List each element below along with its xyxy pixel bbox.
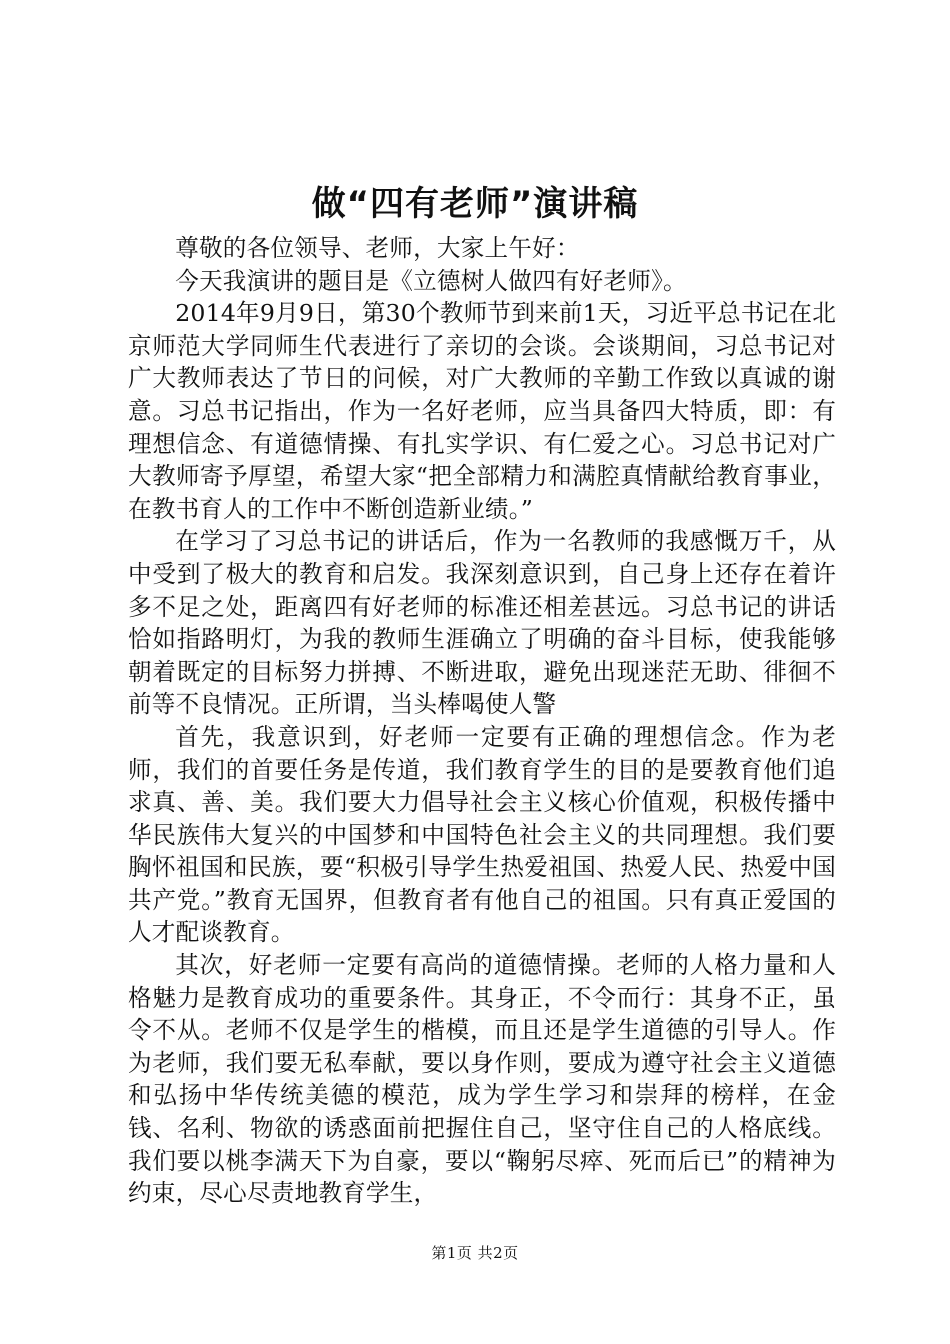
paragraph-first-point: 首先，我意识到，好老师一定要有正确的理想信念。作为老师，我们的首要任务是传道，我们教育学生的目的是要教育他们追求真、善、美。我们要大力倡导社会主义核心价值观，积极传播中华民族伟大复兴的中国梦和中国特色社会主义的共同理想。我们要胸怀祖国和民族，要“积极引导学生热爱祖国、热爱人民、热爱中国共产党。”教育无国界，但教育者有他自己的祖国。只有真正爱国的人才配谈教育。 xyxy=(128,722,836,947)
paragraph-topic: 今天我演讲的题目是《立德树人做四有好老师》。 xyxy=(175,266,687,295)
page-footer: 第1页 共2页 xyxy=(431,1244,519,1262)
page-title: 做“四有老师”演讲稿 xyxy=(311,184,639,224)
paragraph-second-point: 其次，好老师一定要有高尚的道德情操。老师的人格力量和人格魅力是教育成功的重要条件。其身正，不令而行：其身不正，虽令不从。老师不仅是学生的楷模，而且还是学生道德的引导人。作为老师，我们要无私奉献，要以身作则，要成为遵守社会主义道德和弘扬中华传统美德的模范，成为学生学习和崇拜的榜样，在金钱、名利、物欲的诱惑面前把握住自己，坚守住自己的人格底线。我们要以桃李满天下为自豪，要以“鞠躬尽瘁、死而后已”的精神为约束，尽心尽责地教育学生， xyxy=(128,951,836,1208)
paragraph-background: 2014年9月9日，第30个教师节到来前1天，习近平总书记在北京师范大学同师生代表进行了亲切的会谈。会谈期间，习总书记对广大教师表达了节日的问候，对广大教师的辛勤工作致以真诚的谢意。习总书记指出，作为一名好老师，应当具备四大特质，即：有理想信念、有道德情操、有扎实学识、有仁爱之心。习总书记对广大教师寄予厚望，希望大家“把全部精力和满腔真情献给教育事业，在教书育人的工作中不断创造新业绩。” xyxy=(128,299,836,523)
paragraph-reflection: 在学习了习总书记的讲话后，作为一名教师的我感慨万千，从中受到了极大的教育和启发。我深刻意识到，自己身上还存在着许多不足之处，距离四有好老师的标准还相差甚远。习总书记的讲话恰如指路明灯，为我的教师生涯确立了明确的奋斗目标，使我能够朝着既定的目标努力拼搏、不断进取，避免出现迷茫无助、徘徊不前等不良情况。正所谓，当头棒喝使人警 xyxy=(128,527,836,719)
document-body xyxy=(128,232,836,1210)
paragraph-greeting: 尊敬的各位领导、老师，大家上午好： xyxy=(175,234,580,262)
